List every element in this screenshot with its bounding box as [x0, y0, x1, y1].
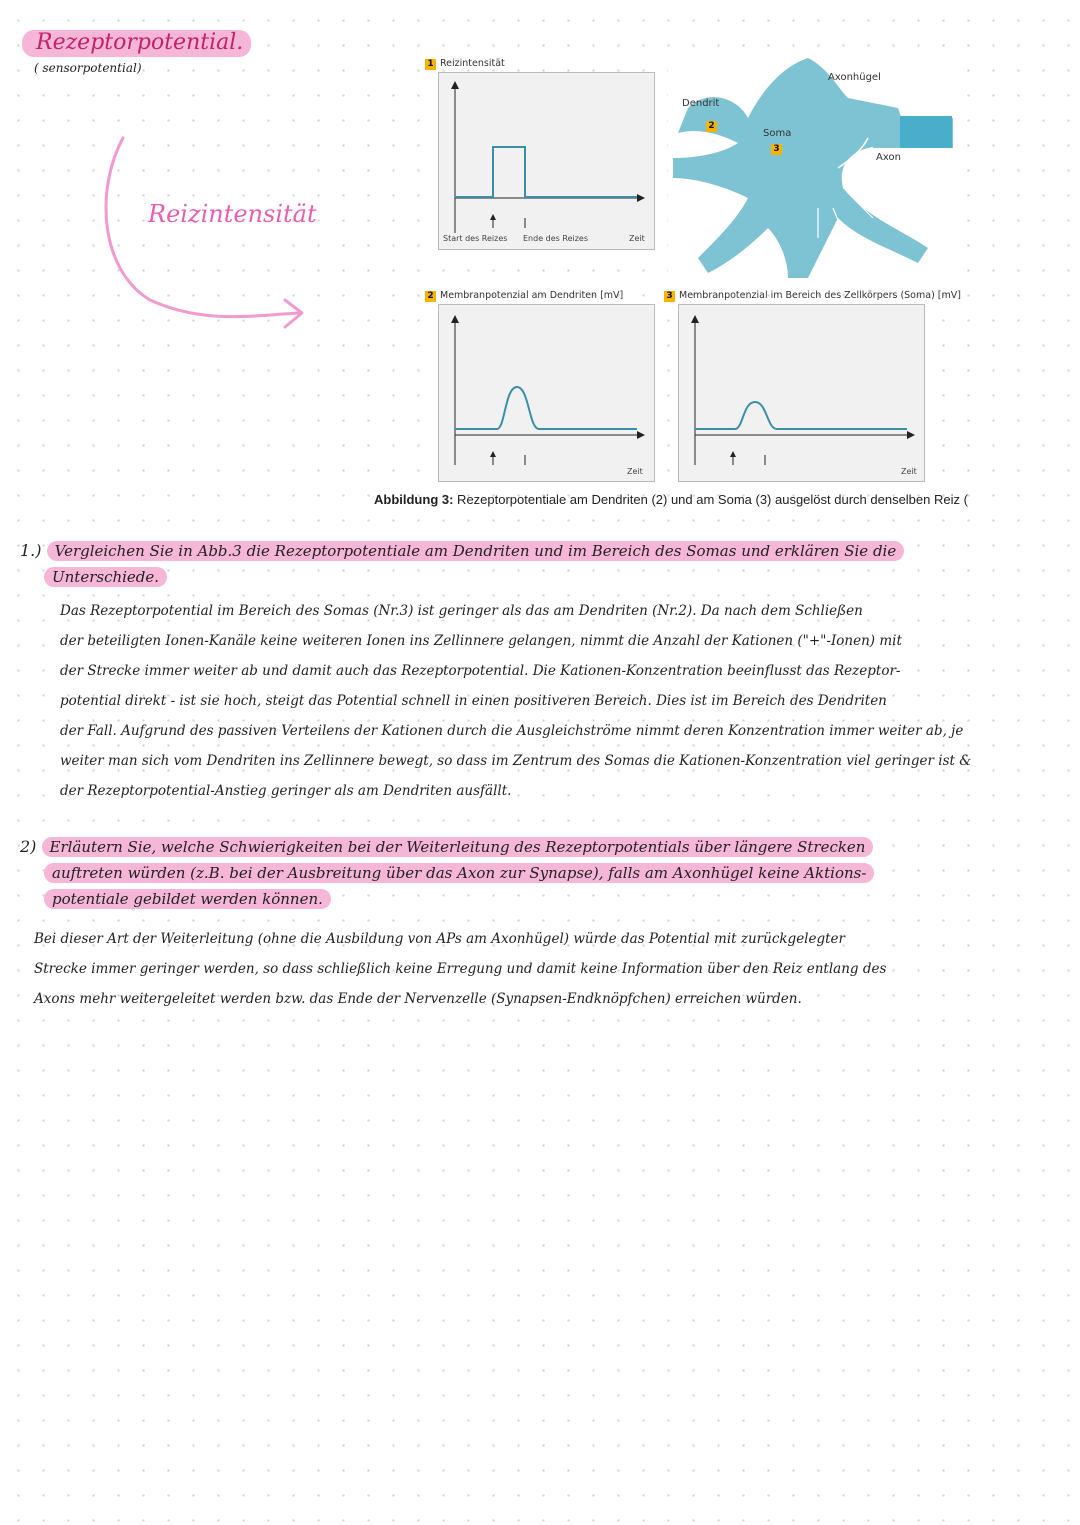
answer-2: [34, 924, 1064, 1014]
title-block: [22, 30, 251, 75]
a1-line: der Strecke immer weiter ab und damit auch das Rezeptorpotential. Die Kationen-Konzentration beeinflusst das Rezeptor-: [60, 663, 901, 679]
a1-line: potential direkt - ist sie hoch, steigt das Potential schnell in einen positiveren Bereich. Dies ist im Bereich des Dendriten: [60, 693, 887, 709]
q1-line1: Vergleichen Sie in Abb.3 die Rezeptorpotentiale am Dendriten und im Bereich des Somas und erklären Sie die: [47, 541, 905, 561]
figure-caption: Abbildung 3: Rezeptorpotentiale am Dendriten (2) und am Soma (3) ausgelöst durch denselben Reiz (: [374, 492, 968, 507]
q1-number: 1.): [20, 541, 42, 560]
q2-line2: auftreten würden (z.B. bei der Ausbreitung über das Axon zur Synapse), falls am Axonhügel keine Aktions-: [44, 863, 874, 883]
panel2-label: [425, 290, 623, 302]
a2-line: Axons mehr weitergeleitet werden bzw. das Ende der Nervenzelle (Synapsen-Endknöpfchen) erreichen würden.: [34, 991, 802, 1007]
panel1-x-label: Zeit: [629, 234, 645, 243]
panel2-graph: [438, 304, 655, 482]
panel3-label: [664, 290, 961, 302]
a1-line: der beteiligten Ionen-Kanäle keine weiteren Ionen ins Zellinnere gelangen, nimmt die Anzahl der Kationen ("+"-Ionen) mit: [60, 633, 902, 649]
badge-dendrit: 2: [706, 120, 721, 132]
a1-line: weiter man sich vom Dendriten ins Zellinnere bewegt, so dass im Zentrum des Somas die Kationen-Konzentration viel geringer ist &: [60, 753, 972, 769]
panel3-title: Membranpotenzial im Bereich des Zellkörpers (Soma) [mV]: [679, 290, 961, 301]
dendrite-potential-curve: [455, 387, 637, 429]
reizintensitaet-annotation: Reizintensität: [148, 200, 317, 228]
page-title: Rezeptorpotential.: [22, 30, 251, 57]
answer-1: [60, 596, 1070, 806]
a1-line: der Rezeptorpotential-Anstieg geringer als am Dendriten ausfällt.: [60, 783, 512, 799]
panel2-title: Membranpotenzial am Dendriten [mV]: [440, 290, 624, 301]
page-subtitle: ( sensorpotential): [34, 61, 142, 75]
question-1: [20, 538, 1060, 590]
soma-potential-curve: [695, 402, 907, 429]
panel1-title: Reizintensität: [440, 58, 505, 69]
panel2-plot: [439, 305, 654, 481]
a2-line: Bei dieser Art der Weiterleitung (ohne die Ausbildung von APs am Axonhügel) würde das Potential mit zurückgelegter: [34, 931, 846, 947]
q2-number: 2): [20, 837, 37, 856]
a2-line: Strecke immer geringer werden, so dass schließlich keine Erregung und damit keine Information über den Reiz entlang des: [34, 961, 887, 977]
neuron-drawing: [668, 48, 953, 278]
stimulus-curve: [455, 147, 637, 197]
panel2-x-label: Zeit: [627, 467, 643, 476]
panel3-number: 3: [664, 291, 675, 302]
q1-line2: Unterschiede.: [44, 567, 167, 587]
label-dendrit: Dendrit: [682, 98, 720, 109]
panel1-number: 1: [425, 59, 436, 70]
panel3-graph: [678, 304, 925, 482]
a1-line: Das Rezeptorpotential im Bereich des Somas (Nr.3) ist geringer als das am Dendriten (Nr.2). Da nach dem Schließen: [60, 603, 863, 619]
neuron-illustration: [668, 48, 953, 278]
pink-curved-arrow: [95, 130, 315, 330]
tick-end-label: Ende des Reizes: [523, 234, 589, 243]
label-soma: Soma: [763, 128, 792, 139]
panel3-x-label: Zeit: [901, 467, 917, 476]
panel1-label: [425, 58, 505, 70]
panel3-plot: [679, 305, 924, 481]
question-2: [20, 834, 1060, 912]
badge-soma: 3: [771, 143, 786, 155]
label-axon: Axon: [876, 152, 901, 163]
q2-line1: Erläutern Sie, welche Schwierigkeiten bei der Weiterleitung des Rezeptorpotentials über längere Strecken: [42, 837, 874, 857]
a1-line: der Fall. Aufgrund des passiven Verteilens der Kationen durch die Ausgleichströme nimmt deren Konzentration immer weiter ab, je: [60, 723, 964, 739]
panel2-number: 2: [425, 291, 436, 302]
panel1-graph: [438, 72, 655, 250]
panel1-plot: [439, 73, 654, 249]
label-axonhuegel: Axonhügel: [828, 72, 881, 83]
tick-start-label: Start des Reizes: [443, 234, 508, 243]
q2-line3: potentiale gebildet werden können.: [44, 889, 331, 909]
